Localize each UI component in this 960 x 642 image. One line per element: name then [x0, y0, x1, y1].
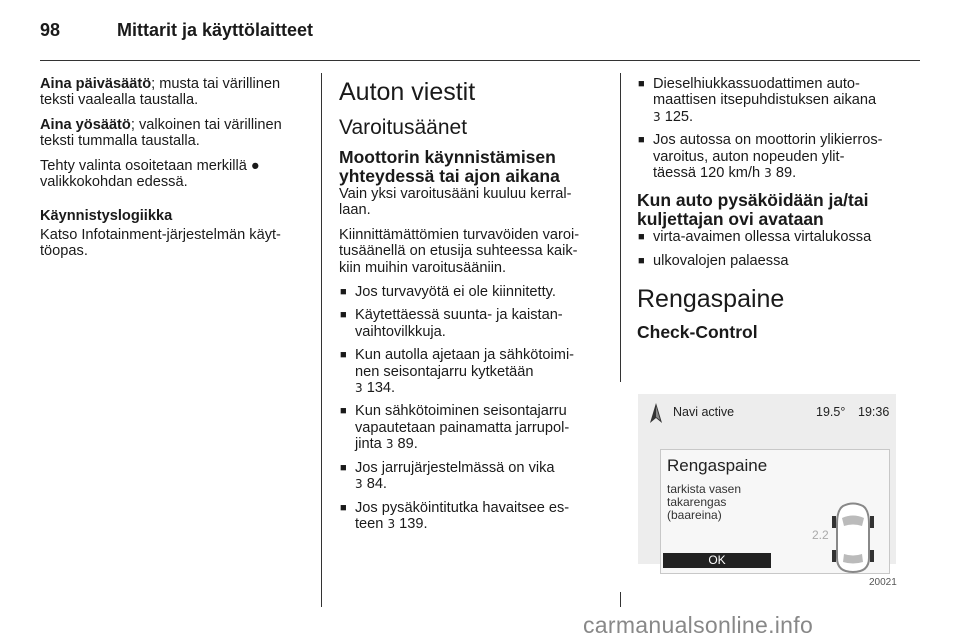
watermark: carmanualsonline.info: [583, 612, 814, 638]
text: Jos pysäköintitutka havaitsee es-: [355, 499, 570, 516]
text: kiin muihin varoitusääniin.: [339, 259, 507, 276]
bullet: ■: [340, 286, 347, 299]
text: jinta: [355, 436, 382, 453]
text: laan.: [339, 202, 371, 219]
list-item: [339, 403, 604, 452]
text: ; valkoinen tai värillinen: [130, 116, 282, 133]
bullet: ■: [638, 231, 645, 244]
text: Vain yksi varoitusääni kuuluu kerral-: [339, 186, 572, 202]
ok-button[interactable]: OK: [663, 553, 771, 568]
bullet: ■: [340, 461, 347, 474]
page-ref-link[interactable]: 139.: [399, 515, 428, 532]
section-title: Auton viestit: [339, 78, 476, 106]
header-divider: [40, 60, 920, 61]
figure-id: 20021: [869, 577, 897, 588]
list-item: [637, 229, 917, 245]
column-middle: [339, 74, 604, 539]
heading-line: Kun auto pysäköidään ja/tai: [637, 190, 869, 211]
text: Kiinnittämättömien turvavöiden varoi-: [339, 226, 580, 243]
list-item: [637, 76, 917, 125]
list-item: [339, 460, 604, 493]
paragraph: [339, 186, 604, 219]
text: tusäänellä on etusija suhteessa kaik-: [339, 243, 578, 260]
status-bar: [638, 394, 896, 430]
text: töopas.: [40, 243, 88, 260]
condition-list: [637, 229, 917, 269]
page-ref-icon: 3: [653, 109, 661, 124]
page-ref-link[interactable]: 89.: [775, 165, 797, 182]
heading: [637, 191, 917, 229]
page-ref-icon: 3: [385, 437, 394, 452]
bullet: ■: [340, 501, 347, 514]
list-item: [339, 347, 604, 396]
text: Jos autossa on moottorin ylikierros-: [653, 132, 883, 149]
tire-pressure-value: 2.2: [812, 528, 829, 542]
list-item: [339, 284, 604, 300]
text: ; musta tai värillinen: [151, 76, 281, 92]
bullet: ■: [340, 349, 347, 362]
heading: [339, 148, 604, 186]
bullet: ■: [340, 309, 347, 322]
text: Tehty valinta osoitetaan merkillä ●: [40, 157, 260, 174]
warning-list-continued: [637, 76, 917, 181]
text: Dieselhiukkassuodattimen auto-: [653, 76, 860, 92]
text: nen seisontajarru kytketään: [355, 363, 534, 380]
message-line: takarengas: [667, 495, 727, 509]
navigation-arrow-icon: [650, 403, 662, 423]
text: vapautetaan painamatta jarrupol-: [355, 419, 570, 436]
bullet: ■: [340, 405, 347, 418]
section-title: Rengaspaine: [637, 285, 785, 314]
text: Kun autolla ajetaan ja sähkötoimi-: [355, 347, 575, 364]
list-item: [637, 253, 917, 269]
column-left: [40, 76, 305, 268]
clock: 19:36: [858, 405, 890, 419]
car-top-view-icon: [831, 502, 875, 574]
paragraph: [339, 227, 604, 276]
text: teksti tummalla taustalla.: [40, 133, 200, 150]
heading-line: Moottorin käynnistämisen: [339, 147, 556, 167]
page-number: 98: [40, 20, 61, 40]
heading-line: kuljettajan ovi avataan: [637, 209, 824, 230]
column-right: [637, 76, 917, 342]
page-ref-icon: 3: [355, 477, 363, 492]
text: teen: [355, 515, 384, 532]
message-box: [660, 449, 890, 574]
heading: Check-Control: [637, 322, 758, 343]
subheading-ignition-logic: Käynnistyslogiikka: [40, 208, 173, 225]
text: Jos turvavyötä ei ole kiinnitetty.: [355, 284, 556, 301]
paragraph-day-mode: [40, 76, 305, 109]
warning-list: [339, 284, 604, 532]
list-item: [637, 132, 917, 181]
page-ref-icon: 3: [387, 516, 396, 531]
message-line: tarkista vasen: [667, 482, 742, 496]
page-title: Mittarit ja käyttölaitteet: [117, 20, 314, 40]
page-ref-link[interactable]: 89.: [397, 436, 418, 453]
text: valikkokohdan edessä.: [40, 174, 188, 191]
text: varoitus, auton nopeuden ylit-: [653, 148, 845, 165]
message-title: Rengaspaine: [667, 456, 768, 475]
navi-status: Navi active: [673, 405, 735, 419]
paragraph-selection: [40, 158, 305, 191]
message-line: (baareina): [667, 508, 722, 522]
page-header: [40, 20, 920, 46]
paragraph-night-mode: [40, 117, 305, 150]
heading-line: yhteydessä tai ajon aikana: [339, 166, 560, 186]
text: Kun sähkötoiminen seisontajarru: [355, 403, 567, 420]
text: Käytettäessä suunta- ja kaistan-: [355, 307, 563, 324]
paragraph-ignition-logic: [40, 208, 305, 259]
column-divider: [321, 73, 322, 607]
text: virta-avaimen ollessa virtalukossa: [653, 229, 872, 246]
display-screen: [638, 394, 896, 567]
text: vaihtovilkkuja.: [355, 323, 446, 340]
text: Jos jarrujärjestelmässä on vika: [355, 459, 555, 476]
page-ref-link[interactable]: 134.: [366, 380, 396, 397]
list-item: [339, 500, 604, 533]
page-ref-icon: 3: [764, 166, 772, 181]
text: ulkovalojen palaessa: [653, 252, 789, 269]
temperature: 19.5°: [816, 405, 846, 419]
bullet: ■: [638, 254, 645, 267]
list-item: [339, 307, 604, 340]
bullet: ■: [638, 134, 645, 147]
bullet: ■: [638, 78, 645, 90]
check-control-figure: [620, 382, 900, 592]
text: teksti vaalealla taustalla.: [40, 92, 199, 109]
text: täessä 120 km/h: [653, 165, 761, 182]
page-ref-link[interactable]: 125.: [664, 108, 694, 125]
term-night-mode: Aina yösäätö: [40, 116, 131, 133]
page-ref-icon: 3: [355, 381, 363, 396]
subsection-title: Varoitusäänet: [339, 116, 468, 139]
text: Katso Infotainment-järjestelmän käyt-: [40, 226, 281, 243]
text: maattisen itsepuhdistuksen aikana: [653, 92, 877, 109]
page-ref-link[interactable]: 84.: [366, 476, 387, 493]
term-day-mode: Aina päiväsäätö: [40, 76, 152, 92]
